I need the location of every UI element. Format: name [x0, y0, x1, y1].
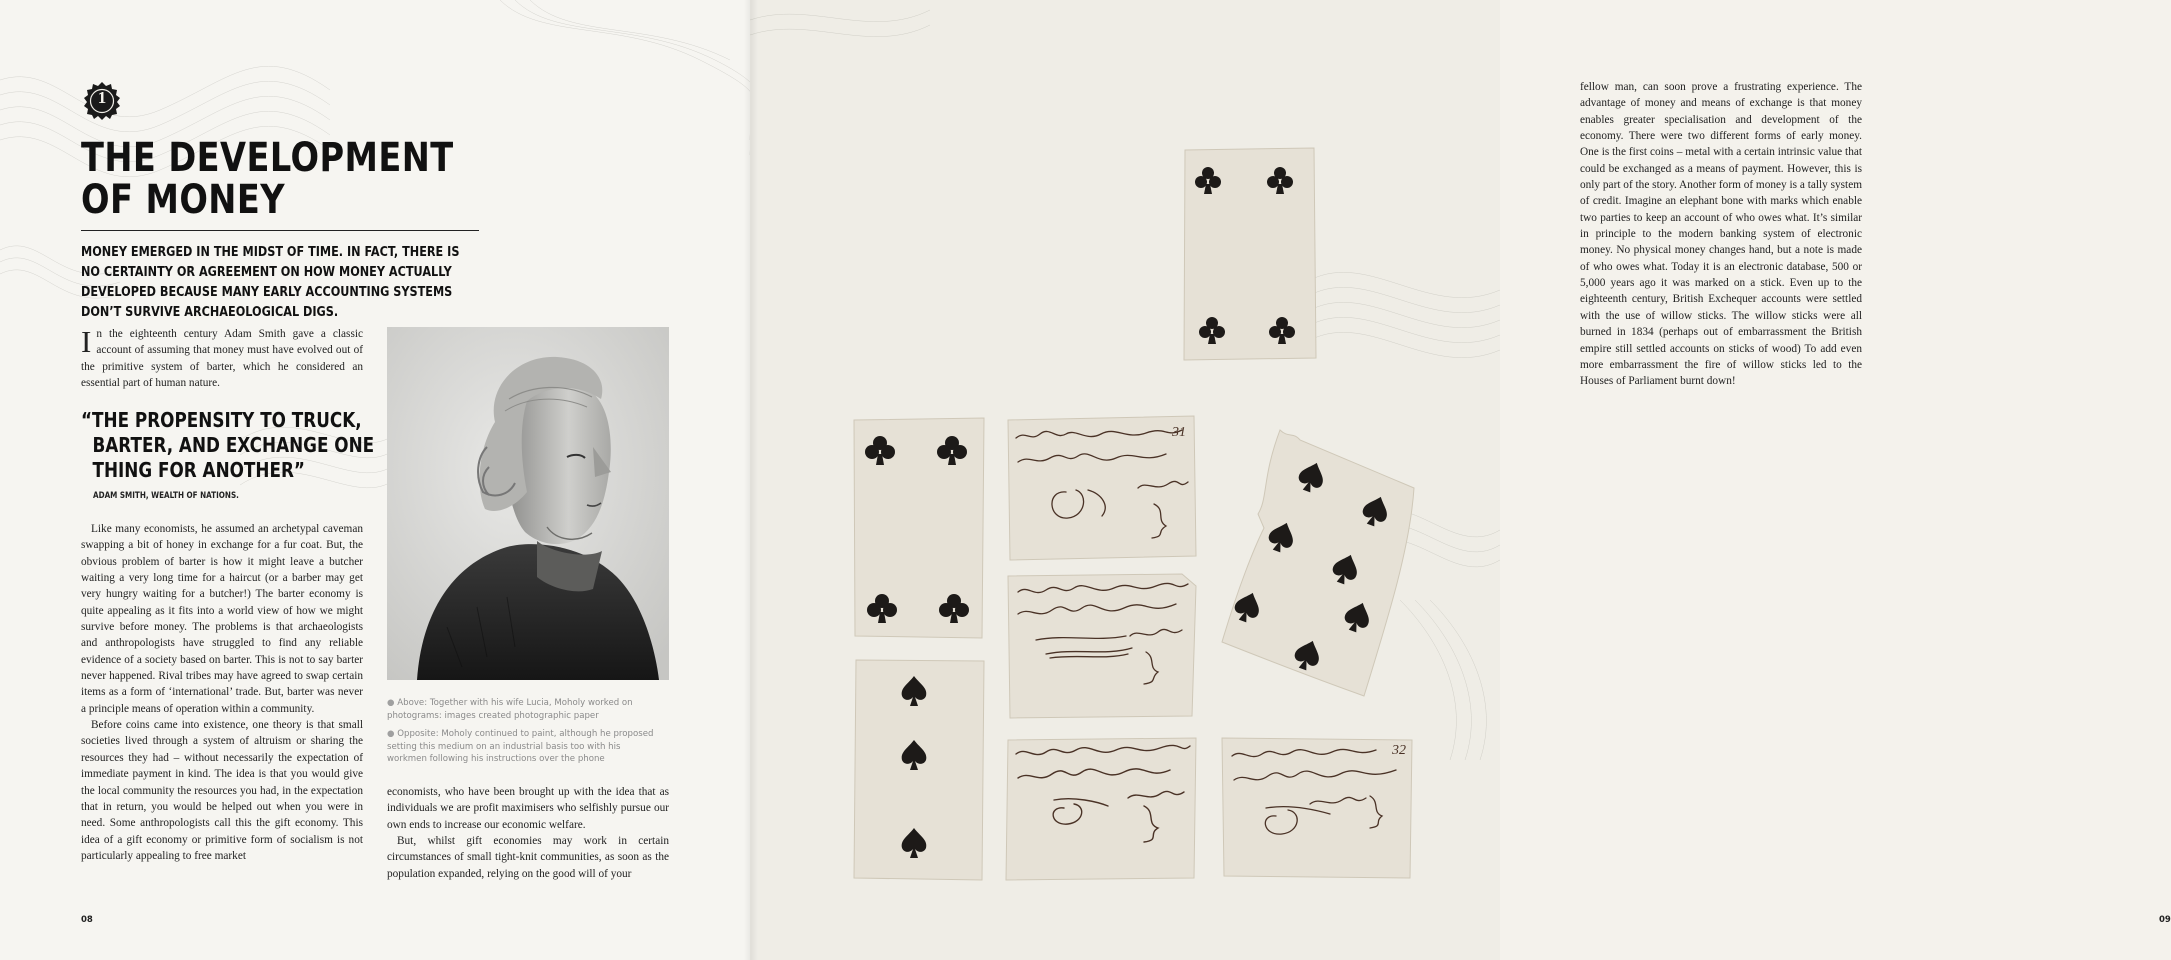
body-column-1b [81, 521, 363, 864]
paragraph-2: Like many economists, he assumed an archetypal caveman swapping a bit of honey in exchange for a fur coat. But, the obvious problem of barter is how it might leave a butcher waiting a very long time for a haircut (or a barber may get very hungry waiting for a butcher!) The barter economy is quite appealing as it fits into a world view of how we might survive before money. The problems is that archaeologists and anthropologists have struggled to find any reliable evidence of a society based on barter. This is not to say barter never happened. Rival tribes may have agreed to swap certain items as a form of ‘international’ trade. But, barter was never a principle means of operation within a community. [81, 523, 363, 715]
handwritten-note-card-4 [1220, 736, 1414, 880]
left-page [0, 0, 750, 960]
body-column-1a [81, 326, 363, 391]
title-line-1: THE DEVELOPMENT [81, 135, 454, 181]
card-seven-of-spades-torn [1218, 428, 1418, 700]
quote-line-3: THING FOR ANOTHER” [92, 458, 305, 482]
article-title [81, 137, 454, 221]
note-number-a: 31 [1172, 425, 1186, 440]
paragraph-1: n the eighteenth century Adam Smith gave a classic account of assuming that money must have evolved out of the primitive system of barter, which he considered an essential part of human nature. [81, 328, 363, 390]
caption-bullet-icon: ● [387, 698, 398, 708]
paragraph-6: fellow man, can soon prove a frustrating experience. The advantage of money and means of exchange is that money enables greater specialisation and development of the economy. There were two different forms of early money. One is the first coins – metal with a certain intrinsic value that could be exchanged as a means of payment. However, this is only part of the story. Another form of money is a tally system of credit. Imagine an elephant bone with marks which enable two parties to keep an account of who owes what. It’s similar in principle to the modern banking system of electronic money. No physical money changes hand, but a note is made of who owes what. Today it is an electronic database, 500 or 5,000 years ago it was marked on a stick. Even up to the eighteenth century, British Exchequer accounts were settled with the use of willow sticks. The willow sticks were all burned in 1834 (perhaps out of embarrassment the British empire still settled accounts on sticks of wood) To add even more embarrassment the fire of willow sticks led to the Houses of Parliament burnt down! [1580, 81, 1862, 388]
paragraph-3: Before coins came into existence, one theory is that small societies lived through a system of altruism or sharing the resources they had – without necessarily the expectation of immediate payment in kind. The idea is that you would give the local community the resources you had, in the expectation that in return, you would be helped out when you were in need. Some anthropologists call this the gift economy. This idea of a gift economy or primitive form of socialism is not particularly appealing to free market [81, 719, 363, 862]
card-three-of-spades [852, 658, 986, 882]
page-gutter [744, 0, 758, 960]
paragraph-4: economists, who have been brought up with the idea that as individuals we are profit maximisers who selfishly pursue our own ends to increase our economic welfare. [387, 786, 669, 831]
quote-attribution: ADAM SMITH, WEALTH OF NATIONS. [93, 491, 239, 501]
card-four-of-clubs-small [1182, 148, 1318, 362]
caption-bullet-icon: ● [387, 729, 398, 739]
pull-quote [81, 408, 374, 483]
caption-opposite [387, 728, 657, 766]
handwritten-note-card-1 [1006, 416, 1196, 560]
caption-opposite-text: Opposite: Moholy continued to paint, although he proposed setting this medium on an industrial basis too with his workmen following his instructions over the phone [387, 729, 654, 764]
title-divider [81, 230, 479, 231]
card-four-of-clubs [852, 418, 986, 640]
quote-line-2: BARTER, AND EXCHANGE ONE [92, 433, 375, 457]
title-line-2: OF MONEY [81, 177, 285, 223]
adam-smith-portrait [387, 327, 669, 680]
drop-cap: I [81, 324, 92, 359]
intro-text: MONEY EMERGED IN THE MIDST OF TIME. IN FACT, THERE IS NO CERTAINTY OR AGREEMENT ON HOW MONEY ACTUALLY DEVELOPED BECAUSE MANY EARLY ACCOUNTING SYSTEMS DON’T SURVIVE ARCHAEOLOGICAL DIGS. [81, 245, 460, 320]
note-number-b: 32 [1392, 743, 1406, 758]
page-number-right: 09 [2159, 915, 2171, 925]
handwritten-note-card-3 [1004, 736, 1198, 880]
quote-line-1: “THE PROPENSITY TO TRUCK, [81, 408, 362, 432]
caption-above [387, 697, 657, 722]
chapter-number: 1 [97, 88, 107, 107]
body-column-2 [387, 784, 669, 882]
body-column-3 [1580, 79, 1862, 390]
paragraph-5: But, whilst gift economies may work in certain circumstances of small tight-knit communities, as soon as the population expanded, relying on the good will of your [387, 835, 669, 880]
handwritten-note-card-2 [1006, 574, 1196, 718]
page-number-left: 08 [81, 915, 93, 925]
caption-above-text: Above: Together with his wife Lucia, Moholy worked on photograms: images created photographic paper [387, 698, 633, 721]
